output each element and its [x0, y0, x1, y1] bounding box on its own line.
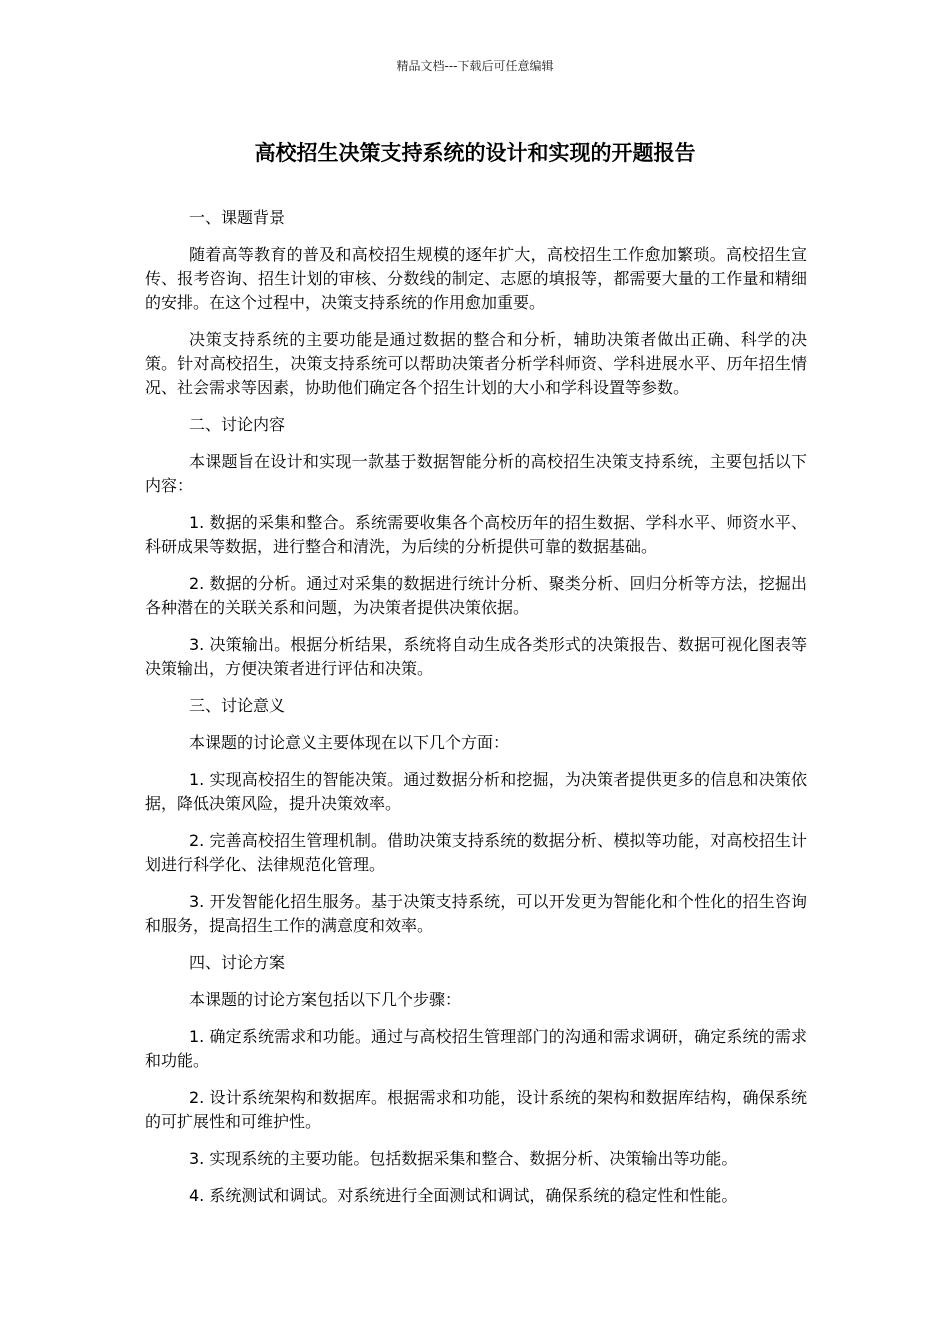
body-paragraph: 本课题的讨论意义主要体现在以下几个方面：	[189, 733, 510, 752]
list-item: 2. 设计系统架构和数据库。根据需求和功能，设计系统的架构和数据库结构，确保系统的可扩展性和可维护性。	[145, 1088, 807, 1131]
section-plan	[145, 951, 807, 1208]
list-item: 3. 开发智能化招生服务。基于决策支持系统，可以开发更为智能化和个性化的招生咨询和服务，提高招生工作的满意度和效率。	[145, 892, 807, 935]
list-item: 1. 数据的采集和整合。系统需要收集各个高校历年的招生数据、学科水平、师资水平、科研成果等数据，进行整合和清洗，为后续的分析提供可靠的数据基础。	[145, 513, 807, 556]
section-background	[145, 206, 807, 400]
list-item: 2. 完善高校招生管理机制。借助决策支持系统的数据分析、模拟等功能，对高校招生计划进行科学化、法律规范化管理。	[145, 831, 807, 874]
body-paragraph: 决策支持系统的主要功能是通过数据的整合和分析，辅助决策者做出正确、科学的决策。针对高校招生，决策支持系统可以帮助决策者分析学科师资、学科进展水平、历年招生情况、社会需求等因素，协助他们确定各个招生计划的大小和学科设置等参数。	[145, 330, 807, 397]
list-item: 4. 系统测试和调试。对系统进行全面测试和调试，确保系统的稳定性和性能。	[189, 1186, 738, 1205]
body-paragraph: 随着高等教育的普及和高校招生规模的逐年扩大，高校招生工作愈加繁琐。高校招生宣传、报考咨询、招生计划的审核、分数线的制定、志愿的填报等，都需要大量的工作量和精细的安排。在这个过程中，决策支持系统的作用愈加重要。	[145, 245, 807, 312]
section-research-content	[145, 413, 807, 681]
body-paragraph: 本课题的讨论方案包括以下几个步骤：	[189, 990, 462, 1009]
page-header: 精品文档---下载后可任意编辑	[396, 59, 554, 73]
section-heading: 三、讨论意义	[189, 696, 286, 715]
section-significance	[145, 694, 807, 938]
section-heading: 一、课题背景	[189, 208, 286, 227]
section-heading: 四、讨论方案	[189, 953, 286, 972]
body-paragraph: 本课题旨在设计和实现一款基于数据智能分析的高校招生决策支持系统，主要包括以下内容：	[145, 452, 807, 495]
document-title: 高校招生决策支持系统的设计和实现的开题报告	[254, 141, 696, 165]
section-heading: 二、讨论内容	[189, 415, 286, 434]
list-item: 1. 确定系统需求和功能。通过与高校招生管理部门的沟通和需求调研，确定系统的需求和功能。	[145, 1027, 807, 1070]
document-body	[145, 206, 807, 1221]
list-item: 3. 实现系统的主要功能。包括数据采集和整合、数据分析、决策输出等功能。	[189, 1149, 738, 1168]
list-item: 1. 实现高校招生的智能决策。通过数据分析和挖掘，为决策者提供更多的信息和决策依据，降低决策风险，提升决策效率。	[145, 770, 807, 813]
list-item: 2. 数据的分析。通过对采集的数据进行统计分析、聚类分析、回归分析等方法，挖掘出各种潜在的关联关系和问题，为决策者提供决策依据。	[145, 574, 807, 617]
list-item: 3. 决策输出。根据分析结果，系统将自动生成各类形式的决策报告、数据可视化图表等决策输出，方便决策者进行评估和决策。	[145, 635, 807, 678]
